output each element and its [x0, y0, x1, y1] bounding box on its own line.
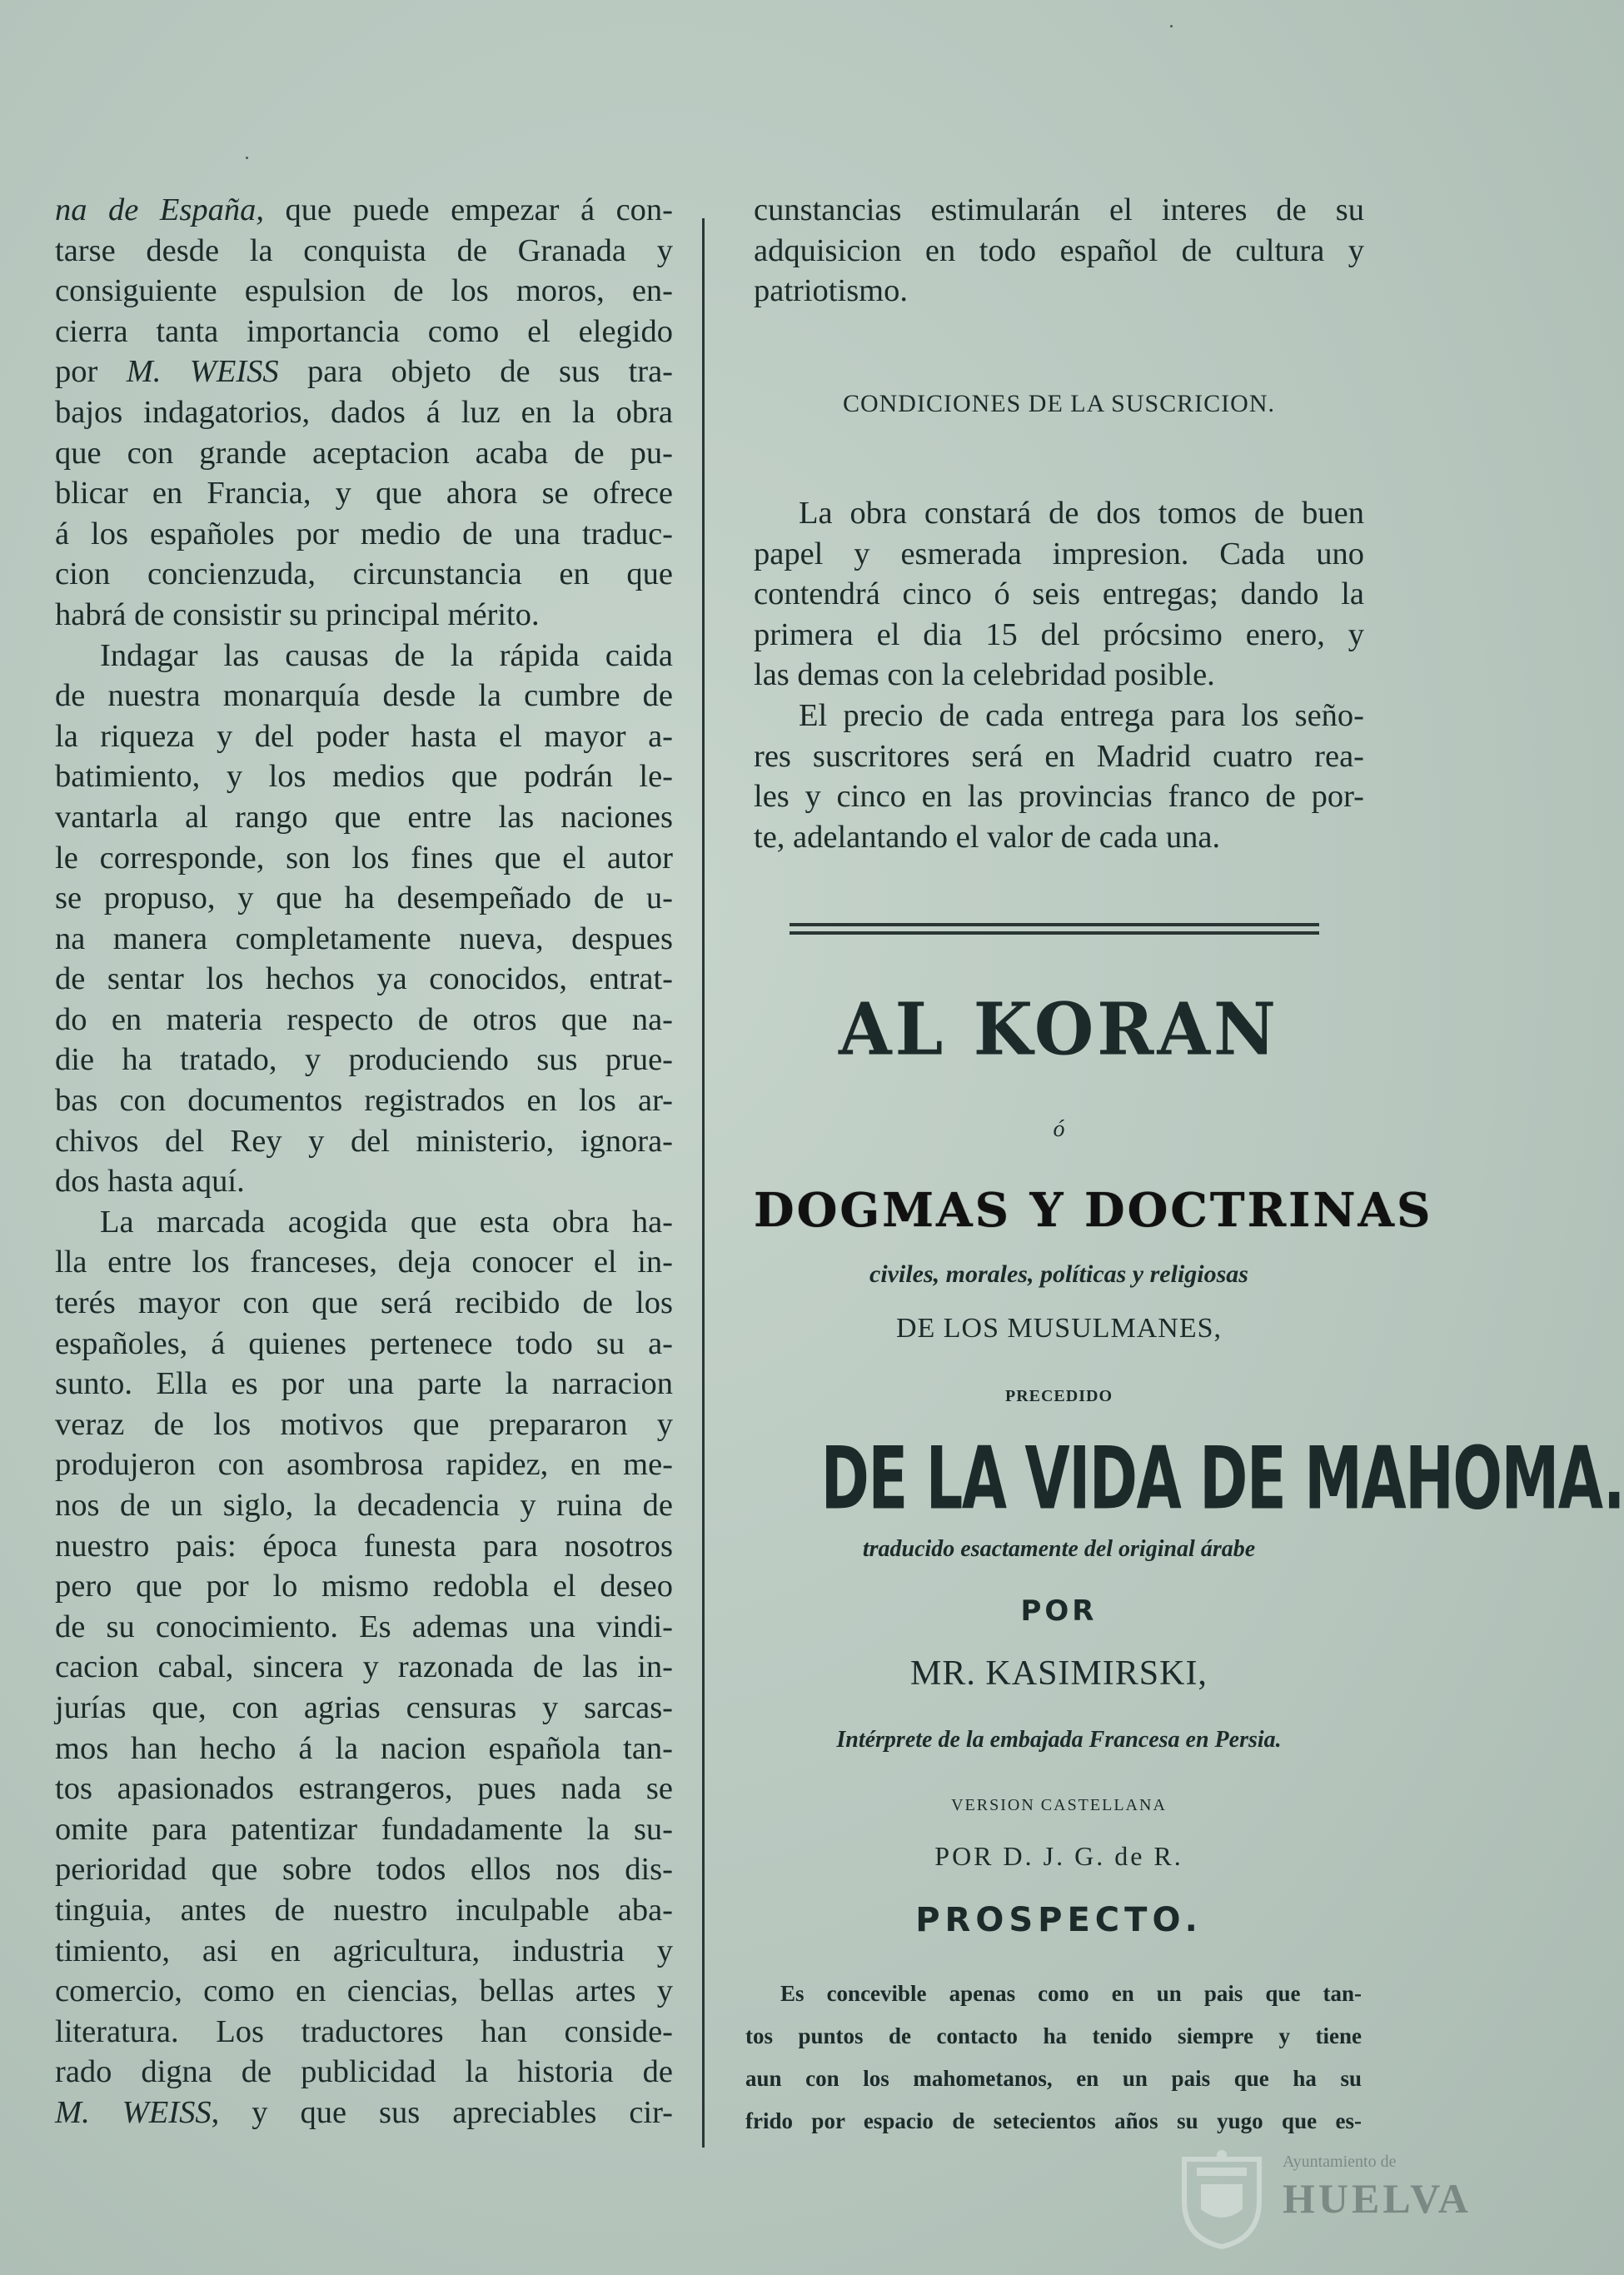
text-line: sunto. Ella es por una parte la narracion	[55, 1366, 673, 1402]
text-line: nuestro pais: época funesta para nosotros	[55, 1528, 673, 1564]
text-line: comercio, como en ciencias, bellas artes y	[55, 1973, 673, 2009]
text-line: terés mayor con que será recibido de los	[55, 1285, 673, 1321]
watermark-small-text: Ayuntamiento de	[1283, 2153, 1397, 2171]
text-line: cunstancias estimularán el interes de su	[754, 192, 1364, 227]
prospecto-text	[745, 1973, 1362, 2143]
text-line: La obra constará de dos tomos de buen	[799, 496, 1364, 531]
double-rule-divider	[790, 923, 1319, 936]
subtitle-precedido: PRECEDIDO	[1004, 1387, 1113, 1405]
text-line: se propuso, y que ha desempeñado de u-	[55, 881, 673, 916]
italic-text: M. WEISS	[126, 354, 279, 390]
text-line: perioridad que sobre todos ellos nos dis-	[55, 1852, 673, 1888]
text-line: tarse desde la conquista de Granada y	[55, 232, 673, 268]
author-role: Intérprete de la embajada Francesa en Persia.	[836, 1727, 1282, 1753]
text-line: tos puntos de contacto ha tenido siempre y tiene	[745, 2023, 1362, 2048]
text-line: habrá de consistir su principal mérito.	[55, 596, 540, 632]
author-name: MR. KASIMIRSKI,	[910, 1654, 1208, 1693]
text-line: El precio de cada entrega para los seño-	[799, 697, 1364, 733]
text-line: na manera completamente nueva, despues	[55, 920, 673, 956]
text-line: frido por espacio de setecientos años su yugo que es-	[745, 2108, 1362, 2133]
subtitle-traducido: traducido esactamente del original árabe	[862, 1536, 1256, 1562]
translator-line: POR D. J. G. de R.	[934, 1841, 1183, 1871]
text-line: chivos del Rey y del ministerio, ignora-	[55, 1123, 673, 1159]
text-line: Es concevible apenas como en un pais que tan-	[780, 1981, 1362, 2006]
text-line: pero que por lo mismo redobla el deseo	[55, 1569, 673, 1604]
text-line: blicar en Francia, y que ahora se ofrece	[55, 476, 673, 511]
conditions-heading: CONDICIONES DE LA SUSCRICION.	[842, 390, 1276, 417]
prospecto-heading: PROSPECTO.	[915, 1901, 1203, 1939]
text-line: do en materia respecto de otros que na-	[55, 1001, 673, 1037]
text-line: la riqueza y del poder hasta el mayor a-	[55, 718, 673, 754]
text-line: nos de un siglo, la decadencia y ruina de	[55, 1488, 673, 1523]
italic-text: M. WEISS	[55, 2094, 212, 2130]
text-line: omite para patentizar fundadamente la su-	[55, 1811, 673, 1847]
text-line: tos apasionados estrangeros, pues nada se	[55, 1771, 673, 1807]
text-line: rado digna de publicidad la historia de	[55, 2054, 673, 2090]
text-line: consiguiente espulsion de los moros, en-	[55, 273, 673, 309]
text-line: á los españoles por medio de una traduc-	[55, 516, 673, 551]
watermark-big-text: HUELVA	[1283, 2175, 1472, 2222]
text-line: adquisicion en todo español de cultura y	[754, 232, 1364, 268]
subtitle-civiles: civiles, morales, políticas y religiosas	[869, 1260, 1248, 1288]
text-line: lla entre los franceses, deja conocer el in-	[55, 1245, 673, 1280]
text-line: primera el dia 15 del prócsimo enero, y	[754, 616, 1364, 652]
subtitle-musulmanes: DE LOS MUSULMANES,	[895, 1313, 1223, 1344]
column-divider	[702, 218, 705, 2148]
text-line: bas con documentos registrados en los ar-	[55, 1083, 673, 1119]
text-line: mos han hecho á la nacion española tan-	[55, 1730, 673, 1766]
coat-of-arms-icon	[1168, 2143, 1276, 2251]
text-line: papel y esmerada impresion. Cada uno	[754, 536, 1364, 571]
text-line: veraz de los motivos que prepararon y	[55, 1406, 673, 1442]
text-line: cacion cabal, sincera y razonada de las in-	[55, 1649, 673, 1685]
text-line: por M. WEISS para objeto de sus tra-	[55, 354, 673, 390]
text-line: aun con los mahometanos, en un pais que ha su	[745, 2066, 1362, 2091]
speck	[246, 157, 248, 159]
right-column-intro	[754, 190, 1364, 312]
text-line: las demas con la celebridad posible.	[754, 657, 1215, 693]
text-line: tinguia, antes de nuestro inculpable aba-	[55, 1892, 673, 1928]
text-line: bajos indagatorios, dados á luz en la obra	[55, 394, 673, 430]
text-line: timiento, asi en agricultura, industria y	[55, 1933, 673, 1968]
subtitle-por: POR	[1020, 1594, 1098, 1628]
text-line: vantarla al rango que entre las naciones	[55, 799, 673, 835]
text-line: La marcada acogida que esta obra ha-	[100, 1204, 673, 1240]
text-line: res suscritores será en Madrid cuatro rea-	[754, 738, 1364, 774]
text-line: literatura. Los traductores han conside-	[55, 2013, 673, 2049]
title-o: ó	[1053, 1116, 1065, 1142]
huelva-watermark-logo	[1168, 2143, 1484, 2251]
text-line: die ha tratado, y produciendo sus prue-	[55, 1042, 673, 1078]
text-line: batimiento, y los medios que podrán le-	[55, 759, 673, 795]
text-line: te, adelantando el valor de cada una.	[754, 819, 1221, 855]
text-line: dos hasta aquí.	[55, 1164, 245, 1200]
text-line: produjeron con asombrosa rapidez, en me-	[55, 1447, 673, 1483]
title-dogmas: DOGMAS Y DOCTRINAS	[754, 1183, 1433, 1238]
text-line: españoles, á quienes pertenece todo su a-	[55, 1325, 673, 1361]
text-line: de su conocimiento. Es ademas una vindi-	[55, 1609, 673, 1644]
title-vida-de-mahoma: DE LA VIDA DE MAHOMA.	[820, 1429, 1624, 1529]
text-line: jurías que, con agrias censuras y sarcas-	[55, 1689, 673, 1725]
text-line: de nuestra monarquía desde la cumbre de	[55, 678, 673, 714]
title-al-koran: AL KORAN	[838, 987, 1280, 1072]
text-line: le corresponde, son los fines que el autor	[55, 840, 673, 876]
text-line: na de España, que puede empezar á con-	[55, 192, 673, 227]
italic-text: na de España,	[55, 192, 265, 227]
text-line: que con grande aceptacion acaba de pu-	[55, 435, 673, 471]
speck	[1170, 25, 1173, 27]
text-line: cierra tanta importancia como el elegido	[55, 313, 673, 349]
conditions-text	[754, 493, 1364, 857]
text-line: M. WEISS, y que sus apreciables cir-	[55, 2094, 673, 2130]
left-column	[55, 190, 673, 2133]
text-line: patriotismo.	[754, 273, 908, 309]
text-line: de sentar los hechos ya conocidos, entrat-	[55, 961, 673, 997]
text-line: Indagar las causas de la rápida caida	[100, 637, 673, 673]
text-line: cion concienzuda, circunstancia en que	[55, 556, 673, 592]
text-line: les y cinco en las provincias franco de por-	[754, 779, 1364, 815]
version-label: VERSION CASTELLANA	[951, 1796, 1167, 1814]
text-line: contendrá cinco ó seis entregas; dando la	[754, 576, 1364, 612]
